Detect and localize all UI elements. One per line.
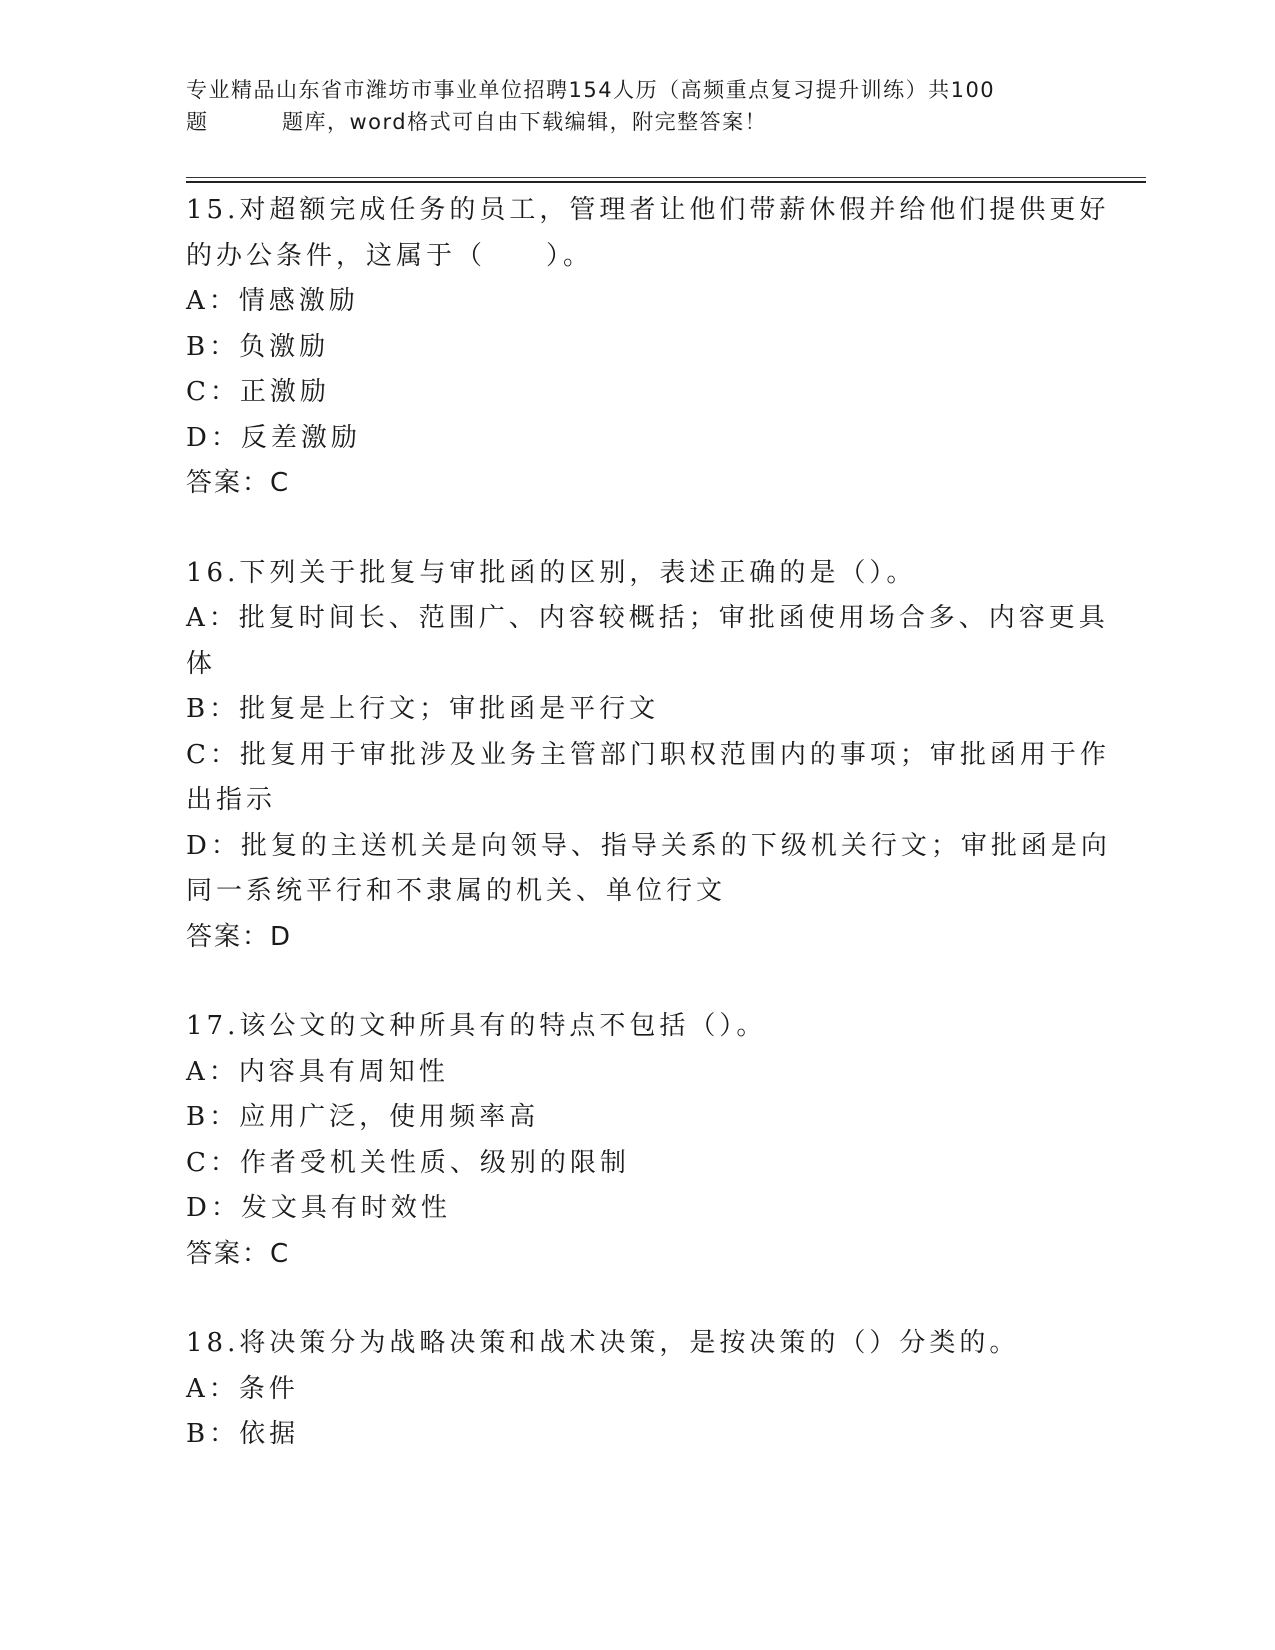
option-a: A：内容具有周知性 (186, 1056, 449, 1087)
question-list (186, 188, 1111, 1458)
option-c-continued: 出指示 (186, 785, 277, 815)
answer-label: 答案：D (186, 921, 293, 952)
question-stem-line: 16.下列关于批复与审批函的区别，表述正确的是（）。 (186, 557, 917, 588)
option-a: A：情感激励 (186, 286, 359, 316)
option-b: B：负激励 (186, 331, 330, 362)
question-stem-line: 的办公条件，这属于（ ）。 (186, 240, 594, 271)
answer-label: 答案：C (186, 1238, 291, 1269)
header-line-2 (186, 106, 1086, 138)
question-spacer (186, 1277, 1066, 1321)
option-c: C：作者受机关性质、级别的限制 (186, 1147, 630, 1178)
question-stem-line: 15.对超额完成任务的员工，管理者让他们带薪休假并给他们提供更好 (186, 195, 1110, 225)
question-15 (186, 188, 1110, 507)
question-stem-line: 17.该公文的文种所具有的特点不包括（）。 (186, 1011, 767, 1041)
question-spacer (186, 960, 1066, 1004)
header-line-2-text: 题库，word格式可自由下载编辑，附完整答案！ (282, 110, 768, 134)
option-d: D：反差激励 (186, 422, 361, 453)
question-16 (186, 551, 1111, 961)
header-line-2-prefix: 题 (186, 110, 209, 134)
option-a: A：条件 (186, 1373, 299, 1404)
question-17 (186, 1004, 1066, 1277)
option-b: B：批复是上行文；审批函是平行文 (186, 694, 660, 724)
option-d-continued: 同一系统平行和不隶属的机关、单位行文 (186, 876, 727, 906)
option-d: D：发文具有时效性 (186, 1193, 451, 1223)
question-stem-line: 18.将决策分为战略决策和战术决策，是按决策的（）分类的。 (186, 1328, 1020, 1358)
option-b: B：依据 (186, 1419, 300, 1449)
header-line-1: 专业精品山东省市潍坊市事业单位招聘154人历（高频重点复习提升训练）共100 (186, 78, 996, 102)
option-b: B：应用广泛，使用频率高 (186, 1102, 540, 1132)
question-18 (186, 1321, 1066, 1458)
answer-label: 答案：C (186, 468, 291, 498)
question-spacer (186, 507, 1066, 551)
option-a-continued: 体 (186, 648, 217, 679)
option-c: C：正激励 (186, 377, 330, 407)
option-d: D：批复的主送机关是向领导、指导关系的下级机关行文；审批函是向 (186, 830, 1111, 861)
header-divider-thick (186, 181, 1146, 183)
option-c: C：批复用于审批涉及业务主管部门职权范围内的事项；审批函用于作 (186, 739, 1110, 770)
header-divider-thin (186, 177, 1146, 178)
option-a: A：批复时间长、范围广、内容较概括；审批函使用场合多、内容更具 (186, 603, 1109, 633)
document-header (186, 74, 1086, 138)
